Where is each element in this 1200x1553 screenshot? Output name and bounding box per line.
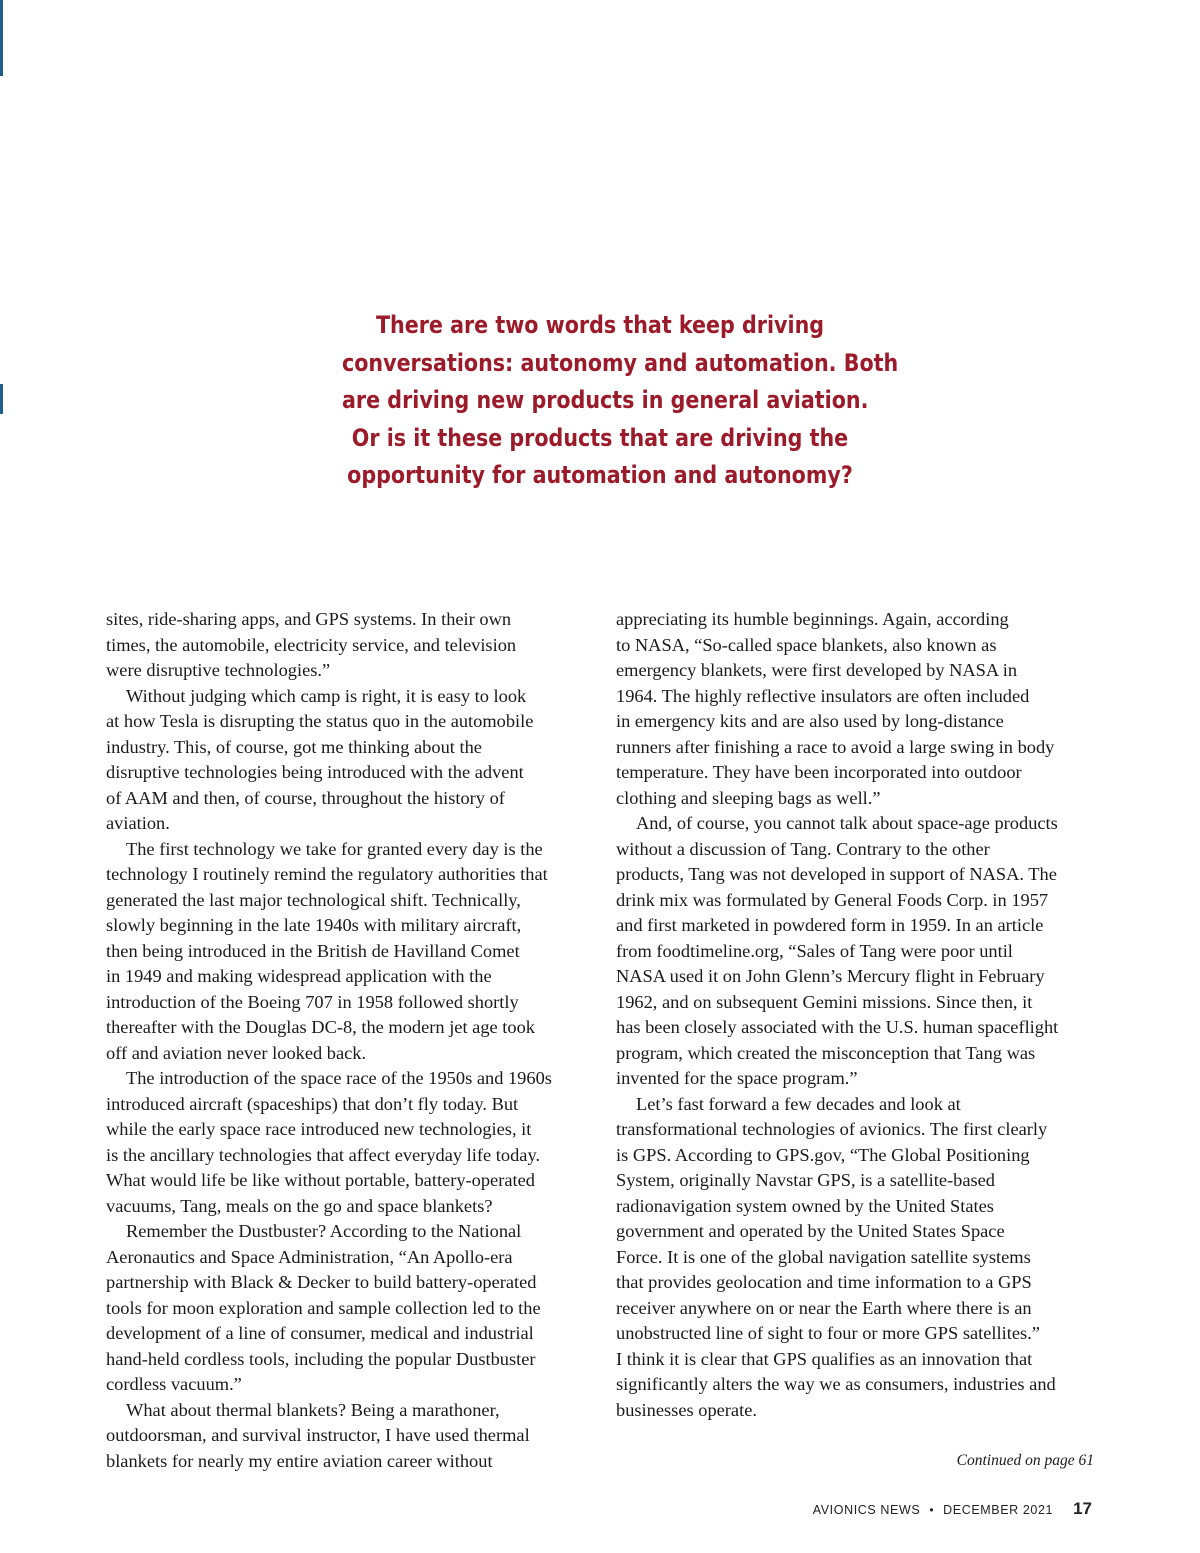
text-line: disruptive technologies being introduced with the advent: [106, 762, 524, 782]
text-line: hand-held cordless tools, including the popular Dustbuster: [106, 1348, 536, 1369]
text-line: in emergency kits and are also used by long-distance: [616, 711, 1004, 731]
paragraph: [616, 607, 1096, 811]
text-line: And, of course, you cannot talk about space-age products: [636, 813, 1058, 833]
text-line: technology I routinely remind the regulatory authorities that: [106, 864, 548, 884]
text-line: What would life be like without portable, battery-operated: [106, 1170, 535, 1190]
text-line: 1962, and on subsequent Gemini missions. Since then, it: [616, 991, 1033, 1012]
text-line: tools for moon exploration and sample collection led to the: [106, 1297, 541, 1318]
paragraph: [106, 607, 586, 684]
text-line: Without judging which camp is right, it is easy to look: [126, 685, 527, 706]
paragraph: [106, 684, 586, 837]
paragraph: [616, 1092, 1096, 1424]
text-line: 1964. The highly reflective insulators are often included: [616, 685, 1030, 706]
text-line: appreciating its humble beginnings. Again, according: [616, 609, 1009, 629]
text-line: transformational technologies of avionics. The first clearly: [616, 1119, 1048, 1139]
text-line: receiver anywhere on or near the Earth where there is an: [616, 1297, 1032, 1318]
text-line: and first marketed in powdered form in 1959. In an article: [616, 915, 1044, 935]
text-line: The introduction of the space race of the 1950s and 1960s: [126, 1068, 552, 1088]
edge-accent-bar-middle: [0, 384, 3, 414]
text-line: then being introduced in the British de Havilland Comet: [106, 940, 520, 961]
text-line: System, originally Navstar GPS, is a satellite-based: [616, 1170, 995, 1190]
paragraph: [106, 1066, 586, 1219]
text-line: times, the automobile, electricity service, and television: [106, 634, 517, 655]
text-line: were disruptive technologies.”: [106, 660, 331, 680]
text-line: emergency blankets, were first developed by NASA in: [616, 660, 1018, 680]
text-line: industry. This, of course, got me thinking about the: [106, 736, 482, 757]
text-line: slowly beginning in the late 1940s with military aircraft,: [106, 915, 522, 935]
text-line: Let’s fast forward a few decades and look at: [636, 1093, 961, 1114]
pull-quote-line: are driving new products in general aviation.: [342, 386, 869, 414]
pull-quote-line: Or is it these products that are driving the: [351, 423, 849, 452]
edge-accent-bar-top: [0, 0, 3, 76]
text-line: introduced aircraft (spaceships) that don’t fly today. But: [106, 1093, 519, 1114]
text-line: development of a line of consumer, medical and industrial: [106, 1323, 534, 1343]
text-line: generated the last major technological shift. Technically,: [106, 889, 521, 910]
text-line: while the early space race introduced new technologies, it: [106, 1119, 532, 1139]
text-line: cordless vacuum.”: [106, 1374, 242, 1394]
text-line: Aeronautics and Space Administration, “An Apollo-era: [106, 1246, 513, 1267]
text-line: that provides geolocation and time information to a GPS: [616, 1272, 1032, 1292]
text-line: outdoorsman, and survival instructor, I have used thermal: [106, 1425, 530, 1445]
text-line: off and aviation never looked back.: [106, 1042, 367, 1063]
text-line: Force. It is one of the global navigation satellite systems: [616, 1246, 1031, 1267]
left-text-column: [106, 607, 586, 1474]
text-line: sites, ride-sharing apps, and GPS systems. In their own: [106, 609, 512, 629]
text-line: is GPS. According to GPS.gov, “The Global Positioning: [616, 1144, 1030, 1165]
footer-separator: •: [929, 1503, 935, 1517]
paragraph: [106, 1398, 586, 1475]
paragraph: [106, 1219, 586, 1398]
text-line: Remember the Dustbuster? According to the National: [126, 1221, 522, 1241]
page-number: 17: [1073, 1499, 1092, 1518]
text-line: has been closely associated with the U.S. human spaceflight: [616, 1017, 1059, 1037]
text-line: thereafter with the Douglas DC-8, the modern jet age took: [106, 1017, 535, 1037]
text-line: invented for the space program.”: [616, 1068, 858, 1088]
continued-note: Continued on page 61: [956, 1452, 1094, 1469]
right-text-column: [616, 607, 1096, 1423]
paragraph: [616, 811, 1096, 1092]
text-line: from foodtimeline.org, “Sales of Tang were poor until: [616, 940, 1013, 961]
text-line: radionavigation system owned by the United States: [616, 1195, 994, 1216]
text-line: businesses operate.: [616, 1399, 757, 1420]
text-line: in 1949 and making widespread application with the: [106, 966, 492, 986]
text-line: introduction of the Boeing 707 in 1958 followed shortly: [106, 991, 519, 1012]
text-line: The first technology we take for granted every day is the: [126, 838, 543, 859]
text-line: drink mix was formulated by General Foods Corp. in 1957: [616, 889, 1049, 910]
text-line: blankets for nearly my entire aviation career without: [106, 1450, 493, 1471]
text-line: partnership with Black & Decker to build battery-operated: [106, 1272, 537, 1292]
text-line: without a discussion of Tang. Contrary to the other: [616, 838, 990, 859]
pull-quote-line: There are two words that keep driving: [375, 311, 825, 339]
text-line: program, which created the misconception that Tang was: [616, 1042, 1036, 1063]
text-line: vacuums, Tang, meals on the go and space blankets?: [106, 1195, 493, 1216]
text-line: NASA used it on John Glenn’s Mercury flight in February: [616, 966, 1045, 986]
text-line: unobstructed line of sight to four or more GPS satellites.”: [616, 1323, 1040, 1343]
text-line: What about thermal blankets? Being a marathoner,: [126, 1399, 500, 1420]
text-line: is the ancillary technologies that affect everyday life today.: [106, 1144, 541, 1165]
publication-name: AVIONICS NEWS: [812, 1503, 921, 1517]
pull-quote-line: opportunity for automation and autonomy?: [347, 461, 853, 489]
paragraph: [106, 837, 586, 1067]
text-line: temperature. They have been incorporated into outdoor: [616, 762, 1022, 782]
text-line: clothing and sleeping bags as well.”: [616, 787, 881, 808]
text-line: I think it is clear that GPS qualifies as an innovation that: [616, 1348, 1033, 1369]
text-line: government and operated by the United States Space: [616, 1221, 1005, 1241]
issue-date: DECEMBER 2021: [943, 1503, 1054, 1517]
text-line: significantly alters the way we as consumers, industries and: [616, 1374, 1056, 1394]
text-line: to NASA, “So-called space blankets, also known as: [616, 634, 997, 655]
text-line: runners after finishing a race to avoid a large swing in body: [616, 736, 1055, 757]
page-footer: [813, 1499, 1092, 1519]
text-line: of AAM and then, of course, throughout the history of: [106, 787, 505, 808]
pull-quote-line: conversations: autonomy and automation. Both: [342, 348, 899, 377]
text-line: aviation.: [106, 813, 170, 833]
pull-quote: [342, 307, 899, 495]
text-line: at how Tesla is disrupting the status quo in the automobile: [106, 711, 534, 731]
text-line: products, Tang was not developed in support of NASA. The: [616, 864, 1057, 884]
